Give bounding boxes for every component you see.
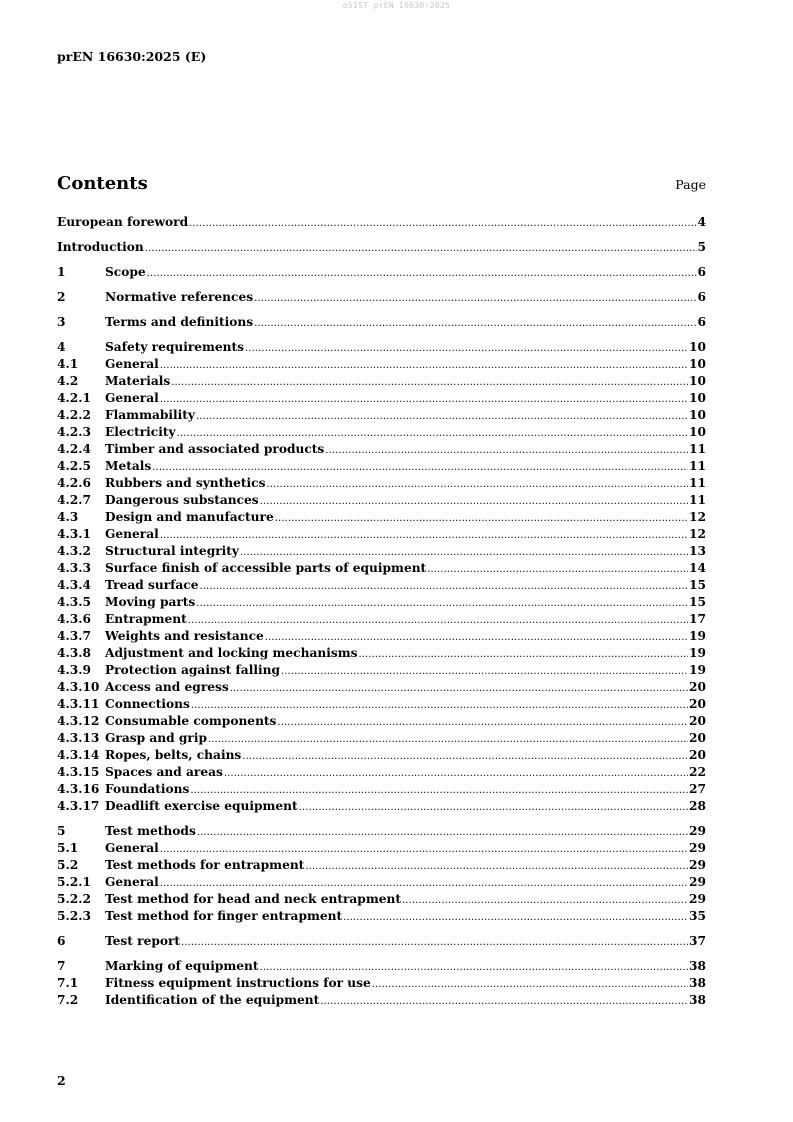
- toc-dot-leader: [197, 824, 688, 841]
- toc-entry-number: 4.2.6: [57, 476, 91, 490]
- toc-entry-title: Spaces and areas: [105, 765, 223, 779]
- toc-entry-title: Fitness equipment instructions for use: [105, 976, 371, 990]
- toc-entry-page: 11: [689, 442, 706, 456]
- toc-entry[interactable]: [57, 798, 706, 815]
- toc-entry-page: 29: [689, 841, 706, 855]
- toc-entry-title: Tread surface: [105, 578, 199, 592]
- toc-entry[interactable]: [57, 823, 706, 840]
- toc-entry-title: Test method for head and neck entrapment: [105, 892, 401, 906]
- toc-dot-leader: [160, 527, 688, 544]
- toc-dot-leader: [160, 357, 688, 374]
- toc-entry-title: Materials: [105, 374, 171, 388]
- toc-entry-title: Deadlift exercise equipment: [105, 799, 298, 813]
- toc-dot-leader: [199, 578, 688, 595]
- toc-entry-page: 20: [689, 748, 706, 762]
- toc-entry[interactable]: [57, 509, 706, 526]
- toc-entry-number: 4.3.11: [57, 697, 100, 711]
- toc-entry[interactable]: [57, 730, 706, 747]
- toc-entry-title: Ropes, belts, chains: [105, 748, 242, 762]
- toc-dot-leader: [145, 240, 697, 257]
- toc-entry-page: 10: [689, 340, 706, 354]
- toc-entry[interactable]: [57, 908, 706, 925]
- toc-entry-page: 38: [689, 993, 706, 1007]
- toc-entry-page: 27: [689, 782, 706, 796]
- toc-entry-number: 4.3.17: [57, 799, 100, 813]
- toc-dot-leader: [260, 959, 688, 976]
- toc-entry-number: 4.3.3: [57, 561, 91, 575]
- toc-entry-page: 37: [689, 934, 706, 948]
- watermark: oSIST prEN 16630:2025: [342, 1, 451, 10]
- toc-dot-leader: [281, 663, 688, 680]
- toc-entry-title: Protection against falling: [105, 663, 280, 677]
- toc-entry-title: Dangerous substances: [105, 493, 259, 507]
- toc-entry-number: 4.3.6: [57, 612, 91, 626]
- toc-entry-title: Foundations: [105, 782, 190, 796]
- toc-entry-title: Timber and associated products: [105, 442, 325, 456]
- toc-entry-title: Design and manufacture: [105, 510, 274, 524]
- toc-entry-page: 28: [689, 799, 706, 813]
- toc-entry-number: 4.3.8: [57, 646, 91, 660]
- toc-entry-page: 15: [689, 595, 706, 609]
- toc-entry-number: 4.3.7: [57, 629, 91, 643]
- toc-entry-number: 4.3.2: [57, 544, 91, 558]
- toc-dot-leader: [277, 714, 688, 731]
- toc-entry-page: 4: [697, 215, 706, 229]
- toc-entry-title: Metals: [105, 459, 152, 473]
- toc-entry-title: Access and egress: [105, 680, 229, 694]
- toc-entry[interactable]: [57, 289, 706, 306]
- toc-entry[interactable]: [57, 264, 706, 281]
- toc-dot-leader: [190, 782, 688, 799]
- toc-entry-page: 12: [689, 510, 706, 524]
- toc-dot-leader: [160, 391, 688, 408]
- toc-entry-title: General: [105, 875, 159, 889]
- toc-dot-leader: [254, 315, 696, 332]
- toc-entry-number: 4.2.2: [57, 408, 91, 422]
- toc-entry-number: 5.2.3: [57, 909, 91, 923]
- toc-entry[interactable]: [57, 696, 706, 713]
- toc-entry-title: Grasp and grip: [105, 731, 207, 745]
- footer-page-number: 2: [57, 1073, 66, 1088]
- toc-entry-number: 4.3.13: [57, 731, 100, 745]
- toc-dot-leader: [208, 731, 688, 748]
- toc-entry[interactable]: [57, 781, 706, 798]
- toc-entry-page: 12: [689, 527, 706, 541]
- toc-dot-leader: [240, 544, 688, 561]
- toc-entry-page: 11: [689, 476, 706, 490]
- toc-entry[interactable]: [57, 933, 706, 950]
- toc-dot-leader: [265, 629, 688, 646]
- toc-entry-number: 5.2.1: [57, 875, 91, 889]
- toc-entry-number: 4.3.12: [57, 714, 100, 728]
- toc-entry-page: 10: [689, 391, 706, 405]
- toc-entry-page: 11: [689, 493, 706, 507]
- toc-dot-leader: [358, 646, 688, 663]
- toc-dot-leader: [402, 892, 688, 909]
- toc-entry-number: 5.2: [57, 858, 79, 872]
- toc-entry[interactable]: [57, 628, 706, 645]
- toc-entry-number: 4.3.10: [57, 680, 100, 694]
- toc-entry-page: 13: [689, 544, 706, 558]
- toc-dot-leader: [275, 510, 688, 527]
- toc-entry[interactable]: [57, 645, 706, 662]
- toc-entry-number: 7.2: [57, 993, 79, 1007]
- toc-entry-title: Surface finish of accessible parts of equipment: [105, 561, 427, 575]
- toc-entry-title: Electricity: [105, 425, 176, 439]
- toc-entry-page: 19: [689, 646, 706, 660]
- toc-dot-leader: [152, 459, 688, 476]
- toc-entry[interactable]: [57, 475, 706, 492]
- toc-entry[interactable]: [57, 992, 706, 1009]
- toc-entry[interactable]: [57, 594, 706, 611]
- toc-dot-leader: [305, 858, 688, 875]
- toc-entry-page: 15: [689, 578, 706, 592]
- toc-entry-number: 3: [57, 315, 66, 329]
- toc-entry-page: 29: [689, 875, 706, 889]
- toc-entry[interactable]: [57, 492, 706, 509]
- toc-entry-number: 5.2.2: [57, 892, 91, 906]
- toc-entry-title: Terms and definitions: [105, 315, 254, 329]
- toc-entry-page: 14: [689, 561, 706, 575]
- toc-entry[interactable]: [57, 373, 706, 390]
- toc-entry-page: 19: [689, 663, 706, 677]
- toc-entry-number: 4.3.4: [57, 578, 91, 592]
- toc-entry-title: Test methods for entrapment: [105, 858, 305, 872]
- toc-entry-title: Introduction: [57, 240, 144, 254]
- toc-entry-number: 1: [57, 265, 66, 279]
- toc-entry-number: 7: [57, 959, 66, 973]
- toc-entry[interactable]: [57, 214, 706, 231]
- toc-entry[interactable]: [57, 390, 706, 407]
- toc-entry-number: 4.3.16: [57, 782, 100, 796]
- toc-entry-number: 4.3.9: [57, 663, 91, 677]
- toc-entry-title: Scope: [105, 265, 146, 279]
- toc-entry[interactable]: [57, 239, 706, 256]
- toc-entry-page: 35: [689, 909, 706, 923]
- toc-entry-title: European foreword: [57, 215, 189, 229]
- toc-entry-number: 5: [57, 824, 66, 838]
- toc-dot-leader: [189, 215, 696, 232]
- toc-entry[interactable]: [57, 441, 706, 458]
- toc-entry-page: 19: [689, 629, 706, 643]
- toc-dot-leader: [230, 680, 688, 697]
- toc-dot-leader: [196, 595, 688, 612]
- toc-entry-title: Entrapment: [105, 612, 187, 626]
- toc-entry[interactable]: [57, 526, 706, 543]
- toc-entry-title: Normative references: [105, 290, 254, 304]
- toc-entry-title: Structural integrity: [105, 544, 239, 558]
- toc-entry-number: 4.2: [57, 374, 79, 388]
- toc-entry[interactable]: [57, 314, 706, 331]
- toc-entry[interactable]: [57, 857, 706, 874]
- toc-entry-page: 20: [689, 680, 706, 694]
- toc-entry-number: 7.1: [57, 976, 79, 990]
- toc-entry-title: Connections: [105, 697, 190, 711]
- toc-entry[interactable]: [57, 874, 706, 891]
- toc-entry-page: 29: [689, 892, 706, 906]
- toc-entry-number: 4.3: [57, 510, 79, 524]
- toc-entry-title: Test methods: [105, 824, 196, 838]
- contents-title: Contents: [57, 173, 148, 194]
- toc-dot-leader: [181, 934, 688, 951]
- toc-entry-number: 4.2.1: [57, 391, 91, 405]
- toc-entry-page: 10: [689, 408, 706, 422]
- toc-entry-title: Flammability: [105, 408, 195, 422]
- toc-dot-leader: [160, 875, 688, 892]
- toc-dot-leader: [147, 265, 697, 282]
- toc-dot-leader: [266, 476, 688, 493]
- toc-entry-title: Adjustment and locking mechanisms: [105, 646, 358, 660]
- toc-dot-leader: [196, 408, 688, 425]
- toc-entry[interactable]: [57, 891, 706, 908]
- toc-entry-number: 4.3.1: [57, 527, 91, 541]
- toc-entry-title: Moving parts: [105, 595, 196, 609]
- toc-dot-leader: [372, 976, 688, 993]
- toc-entry-number: 4.2.4: [57, 442, 91, 456]
- toc-entry-title: Test method for finger entrapment: [105, 909, 343, 923]
- toc-entry[interactable]: [57, 543, 706, 560]
- toc-entry-number: 4.3.15: [57, 765, 100, 779]
- toc-entry-title: General: [105, 527, 159, 541]
- toc-entry-page: 11: [689, 459, 706, 473]
- toc-entry-title: Rubbers and synthetics: [105, 476, 266, 490]
- toc-entry-number: 4.1: [57, 357, 79, 371]
- toc-entry-page: 20: [689, 714, 706, 728]
- toc-dot-leader: [320, 993, 688, 1010]
- toc-dot-leader: [160, 841, 688, 858]
- toc-entry[interactable]: [57, 458, 706, 475]
- toc-dot-leader: [343, 909, 688, 926]
- toc-dot-leader: [242, 748, 688, 765]
- toc-entry-number: 4.3.5: [57, 595, 91, 609]
- toc-entry-title: Consumable components: [105, 714, 277, 728]
- toc-dot-leader: [171, 374, 688, 391]
- toc-entry[interactable]: [57, 764, 706, 781]
- toc-entry-number: 4.2.3: [57, 425, 91, 439]
- toc-dot-leader: [245, 340, 688, 357]
- toc-entry[interactable]: [57, 679, 706, 696]
- toc-dot-leader: [177, 425, 688, 442]
- toc-entry-page: 10: [689, 374, 706, 388]
- toc-entry-number: 6: [57, 934, 66, 948]
- document-id: prEN 16630:2025 (E): [57, 49, 207, 64]
- toc-entry-page: 20: [689, 697, 706, 711]
- toc-dot-leader: [188, 612, 688, 629]
- toc-entry-page: 17: [689, 612, 706, 626]
- toc-entry-title: General: [105, 391, 159, 405]
- toc-entry[interactable]: [57, 560, 706, 577]
- toc-entry[interactable]: [57, 747, 706, 764]
- toc-entry[interactable]: [57, 975, 706, 992]
- toc-entry-title: General: [105, 841, 159, 855]
- toc-entry-title: Test report: [105, 934, 181, 948]
- toc-entry-page: 6: [697, 315, 706, 329]
- toc-entry-page: 5: [697, 240, 706, 254]
- toc-entry-page: 29: [689, 858, 706, 872]
- toc-entry-page: 29: [689, 824, 706, 838]
- toc-entry-number: 4.2.5: [57, 459, 91, 473]
- toc-entry[interactable]: [57, 577, 706, 594]
- toc-entry-page: 20: [689, 731, 706, 745]
- toc-entry[interactable]: [57, 958, 706, 975]
- toc-entry-number: 4.3.14: [57, 748, 100, 762]
- toc-entry-number: 4.2.7: [57, 493, 91, 507]
- toc-entry[interactable]: [57, 662, 706, 679]
- toc-entry-page: 38: [689, 976, 706, 990]
- toc-dot-leader: [224, 765, 688, 782]
- toc-entry-page: 10: [689, 425, 706, 439]
- toc-entry-number: 5.1: [57, 841, 79, 855]
- toc-dot-leader: [427, 561, 688, 578]
- toc-entry-page: 10: [689, 357, 706, 371]
- toc-entry-title: Marking of equipment: [105, 959, 259, 973]
- page-column-label: Page: [675, 177, 706, 192]
- toc-entry[interactable]: [57, 339, 706, 356]
- toc-entry[interactable]: [57, 407, 706, 424]
- toc-entry-page: 38: [689, 959, 706, 973]
- toc-entry-title: Safety requirements: [105, 340, 245, 354]
- toc-entry[interactable]: [57, 356, 706, 373]
- toc-dot-leader: [191, 697, 688, 714]
- toc-dot-leader: [254, 290, 696, 307]
- toc-entry-number: 2: [57, 290, 66, 304]
- toc-entry-page: 6: [697, 290, 706, 304]
- toc-entry[interactable]: [57, 840, 706, 857]
- toc-entry-number: 4: [57, 340, 66, 354]
- toc-entry-title: Identification of the equipment: [105, 993, 320, 1007]
- toc-dot-leader: [260, 493, 688, 510]
- table-of-contents: [57, 214, 706, 1009]
- toc-entry[interactable]: [57, 713, 706, 730]
- toc-entry-title: Weights and resistance: [105, 629, 264, 643]
- toc-dot-leader: [325, 442, 688, 459]
- toc-entry-title: General: [105, 357, 159, 371]
- toc-entry-page: 6: [697, 265, 706, 279]
- toc-entry[interactable]: [57, 424, 706, 441]
- toc-entry[interactable]: [57, 611, 706, 628]
- toc-entry-page: 22: [689, 765, 706, 779]
- toc-dot-leader: [299, 799, 688, 816]
